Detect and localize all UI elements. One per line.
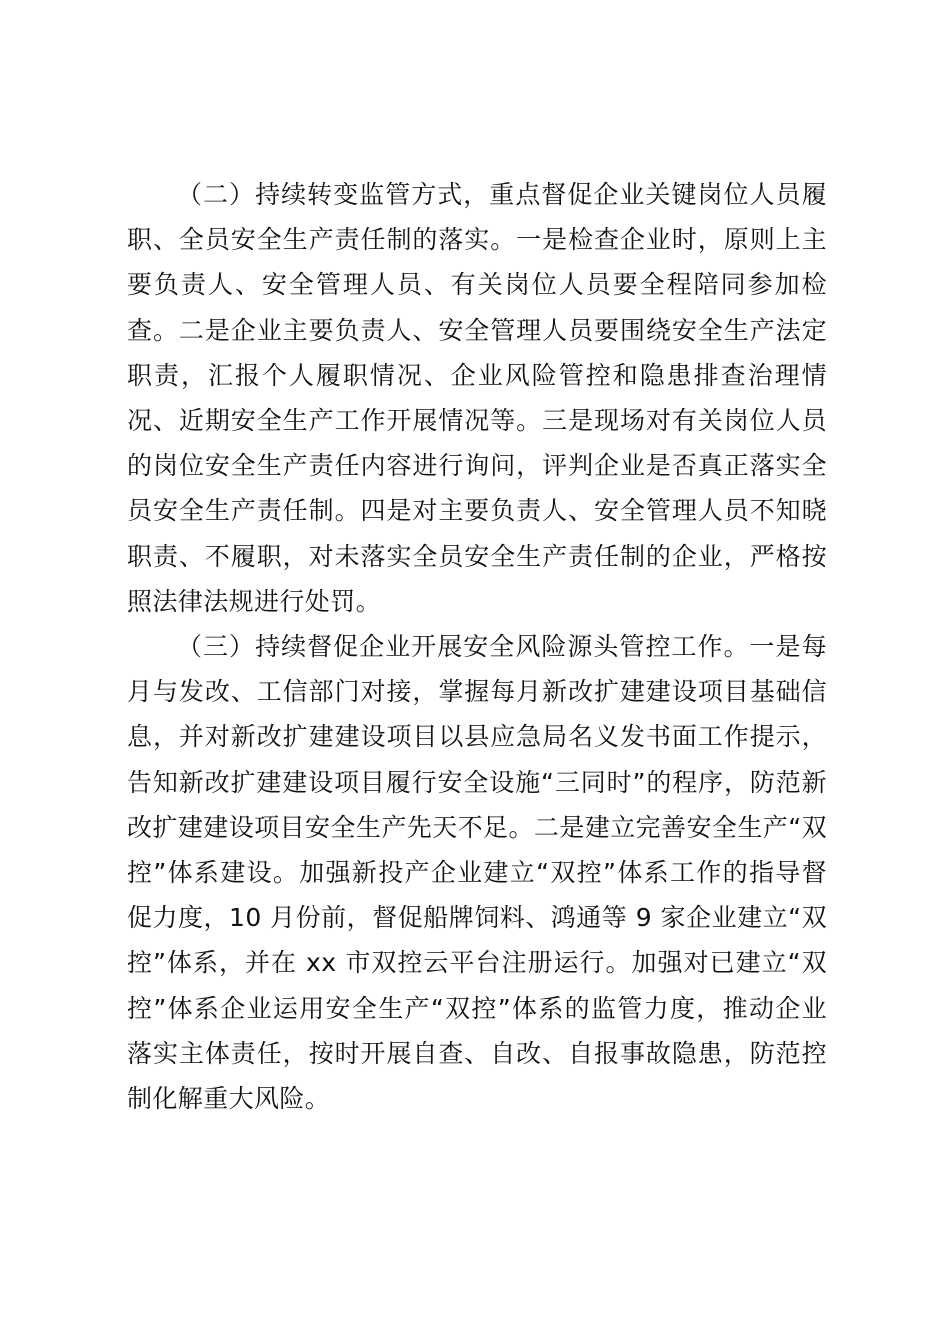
document-body <box>127 172 827 1121</box>
paragraph-risk-control: （三）持续督促企业开展安全风险源头管控工作。一是每月与发改、工信部门对接，掌握每月新改扩建建设项目基础信息，并对新改扩建建设项目以县应急局名义发书面工作提示，告知新改扩建建设项目履行安全设施“三同时”的程序，防范新改扩建建设项目安全生产先天不足。二是建立完善安全生产“双控”体系建设。加强新投产企业建立“双控”体系工作的指导督促力度，10 月份前，督促船牌饲料、鸿通等 9 家企业建立“双控”体系，并在 xx 市双控云平台注册运行。加强对已建立“双控”体系企业运用安全生产“双控”体系的监管力度，推动企业落实主体责任，按时开展自查、自改、自报事故隐患，防范控制化解重大风险。 <box>127 632 827 1114</box>
paragraph-supervision-method: （二）持续转变监管方式，重点督促企业关键岗位人员履职、全员安全生产责任制的落实。一是检查企业时，原则上主要负责人、安全管理人员、有关岗位人员要全程陪同参加检查。二是企业主要负责人、安全管理人员要围绕安全生产法定职责，汇报个人履职情况、企业风险管控和隐患排查治理情况、近期安全生产工作开展情况等。三是现场对有关岗位人员的岗位安全生产责任内容进行询问，评判企业是否真正落实全员安全生产责任制。四是对主要负责人、安全管理人员不知晓职责、不履职，对未落实全员安全生产责任制的企业，严格按照法律法规进行处罚。 <box>127 180 827 616</box>
